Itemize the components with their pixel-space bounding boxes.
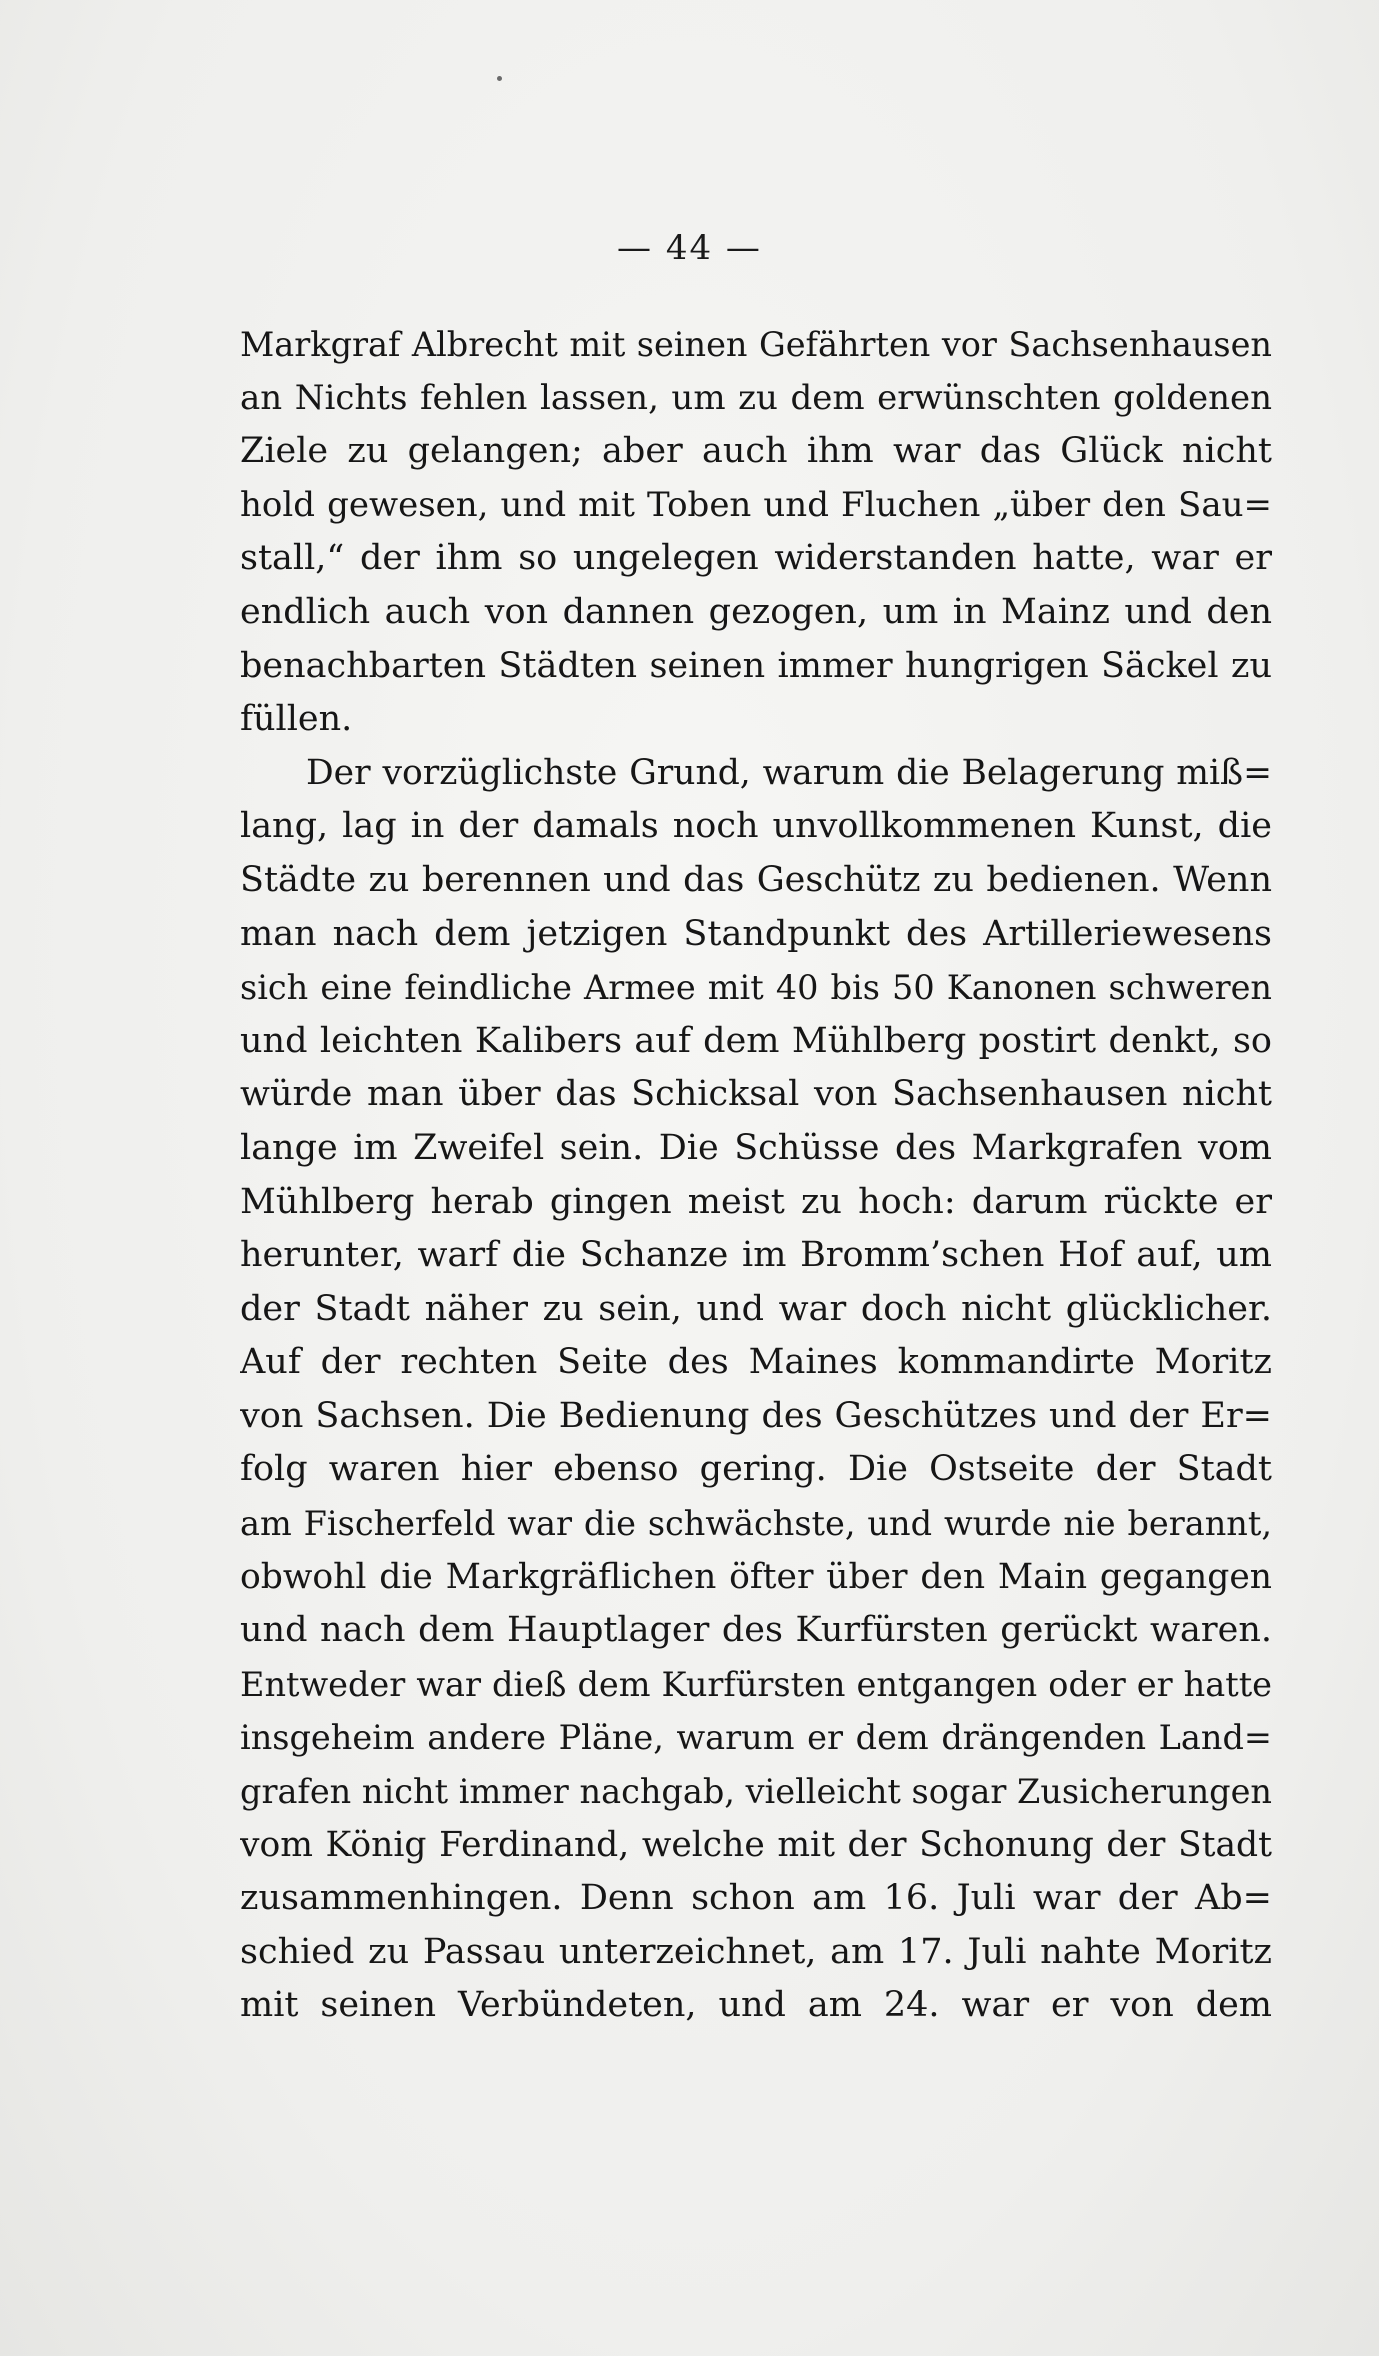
text-line: vom König Ferdinand, welche mit der Schonung der Stadt [240, 1824, 1272, 1865]
text-line: stall,“ der ihm so ungelegen widerstanden hatte, war er [240, 538, 1272, 579]
text-line: hold gewesen, und mit Toben und Fluchen „über den Sau= [240, 484, 1272, 525]
text-line: mit seinen Verbündeten, und am 24. war er von dem [240, 1985, 1272, 2026]
text-line: herunter, warf die Schanze im Bromm’schen Hof auf, um [240, 1235, 1272, 1276]
text-line: obwohl die Markgräflichen öfter über den Main gegangen [240, 1556, 1272, 1597]
text-line: Auf der rechten Seite des Maines kommandirte Moritz [240, 1342, 1272, 1383]
text-line: benachbarten Städten seinen immer hungrigen Säckel zu [240, 645, 1272, 686]
text-line: würde man über das Schicksal von Sachsenhausen nicht [240, 1074, 1272, 1115]
page-number: — 44 — [617, 228, 762, 268]
text-line: der Stadt näher zu sein, und war doch nicht glücklicher. [240, 1288, 1272, 1329]
paragraph-1 [240, 318, 1272, 747]
text-line: man nach dem jetzigen Standpunkt des Artilleriewesens [240, 913, 1272, 954]
text-line: Ziele zu gelangen; aber auch ihm war das Glück nicht [240, 431, 1272, 472]
text-line: Markgraf Albrecht mit seinen Gefährten vor Sachsenhausen [240, 325, 1272, 364]
text-line: Mühlberg herab gingen meist zu hoch: darum rückte er [240, 1181, 1272, 1222]
body-text [240, 318, 1272, 2033]
text-line: insgeheim andere Pläne, warum er dem drängenden Land= [240, 1718, 1272, 1758]
text-line: und leichten Kalibers auf dem Mühlberg postirt denkt, so [240, 1020, 1272, 1061]
text-line: sich eine feindliche Armee mit 40 bis 50 Kanonen schweren [240, 968, 1272, 1008]
text-line: grafen nicht immer nachgab, vielleicht sogar Zusicherungen [240, 1772, 1272, 1812]
text-line: folg waren hier ebenso gering. Die Ostseite der Stadt [240, 1449, 1272, 1490]
text-line: schied zu Passau unterzeichnet, am 17. Juli nahte Moritz [240, 1931, 1272, 1972]
text-line: endlich auch von dannen gezogen, um in Mainz und den [240, 591, 1272, 632]
text-line: Der vorzüglichste Grund, warum die Belagerung miß= [306, 752, 1272, 793]
text-line: zusammenhingen. Denn schon am 16. Juli war der Ab= [240, 1878, 1272, 1919]
text-line: an Nichts fehlen lassen, um zu dem erwünschten goldenen [240, 377, 1272, 418]
text-line: Entweder war dieß dem Kurfürsten entgangen oder er hatte [240, 1664, 1272, 1704]
paper-speck [497, 76, 502, 81]
text-line: und nach dem Hauptlager des Kurfürsten gerückt waren. [240, 1610, 1272, 1651]
text-line: lang, lag in der damals noch unvollkommenen Kunst, die [240, 806, 1272, 847]
paragraph-2 [240, 747, 1272, 2033]
text-line: von Sachsen. Die Bedienung des Geschützes und der Er= [240, 1395, 1272, 1436]
text-line: füllen. [240, 699, 353, 740]
text-line: am Fischerfeld war die schwächste, und wurde nie berannt, [240, 1504, 1272, 1544]
text-line: lange im Zweifel sein. Die Schüsse des Markgrafen vom [240, 1127, 1272, 1168]
text-line: Städte zu berennen und das Geschütz zu bedienen. Wenn [240, 859, 1272, 900]
